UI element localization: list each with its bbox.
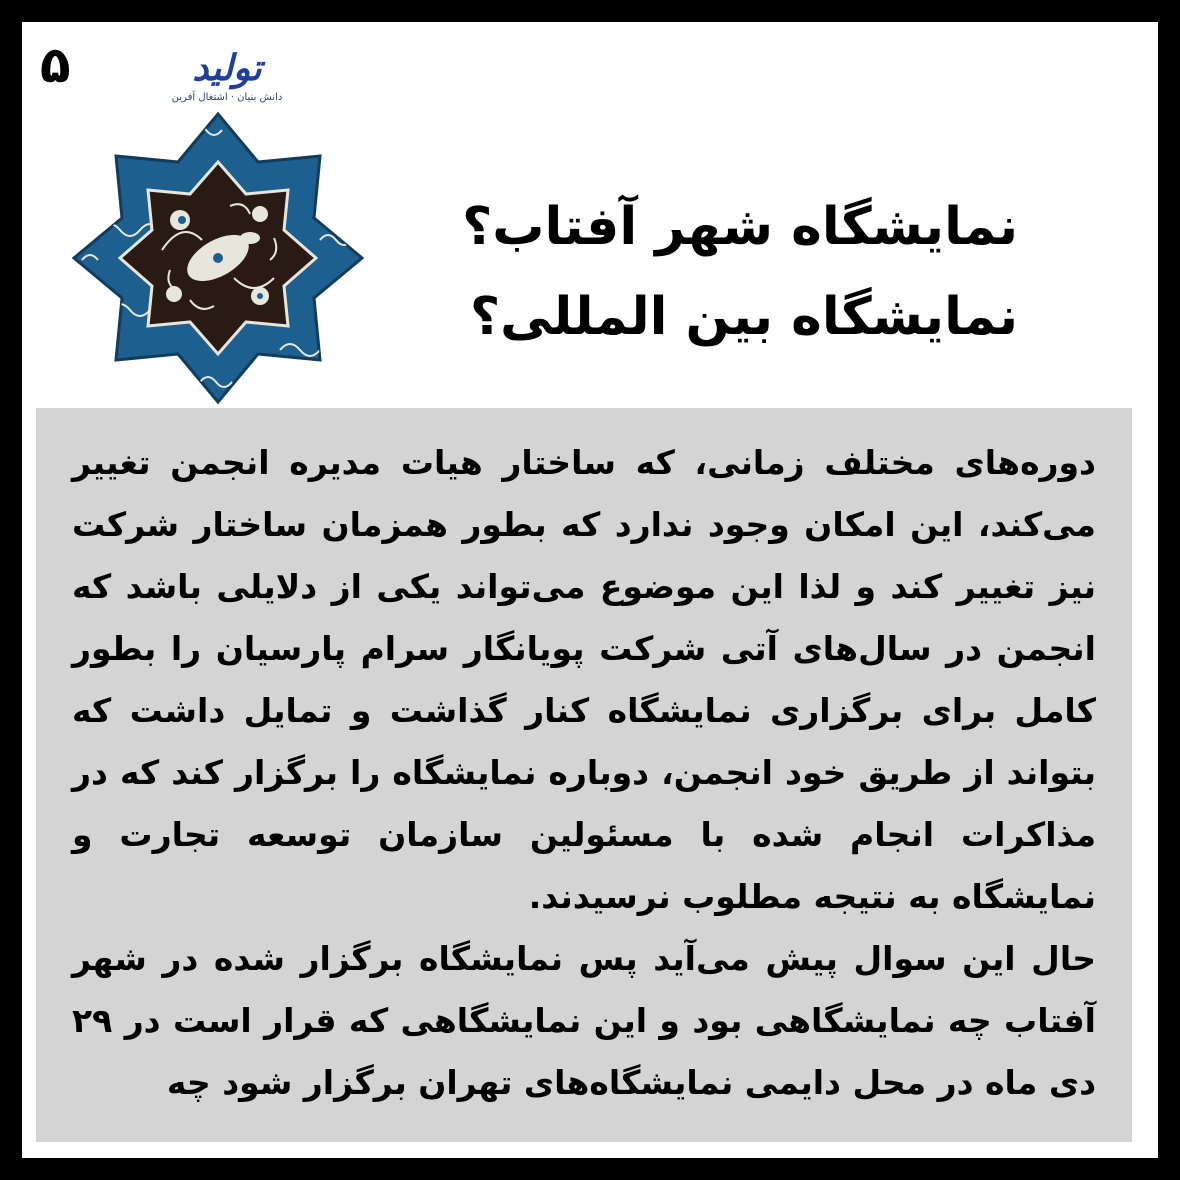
title-line-2: نمایشگاه بین المللی؟	[469, 287, 1018, 347]
page-number: ۵	[40, 36, 71, 94]
body-box	[36, 408, 1132, 1142]
title-line-1: نمایشگاه شهر آفتاب؟	[462, 197, 1018, 257]
body-text	[72, 432, 1096, 1114]
persian-star-tile-icon	[70, 110, 366, 406]
page-title	[378, 182, 1018, 362]
logo-main-text: تولید	[192, 47, 262, 89]
post-card	[22, 22, 1158, 1158]
tile-svg	[70, 110, 366, 406]
logo-sub-text: دانش بنیان · اشتغال آفرین	[171, 92, 283, 103]
body-paragraph-2: حال این سوال پیش می‌آید پس نمایشگاه برگزار شده در شهر آفتاب چه نمایشگاهی بود و این نمایشگاهی که قرار است در ۲۹ دی ماه در محل دایمی نمایشگاه‌های تهران برگزار شود چه	[72, 939, 1096, 1102]
body-paragraph-1: دوره‌های مختلف زمانی، که ساختار هیات مدیره انجمن تغییر می‌کند، این امکان وجود ندارد که بطور همزمان ساختار شرکت نیز تغییر کند و لذا این موضوع می‌تواند یکی از دلایلی باشد که انجمن در سال‌های آتی شرکت پویانگار سرام پارسیان را بطور کامل برای برگزاری نمایشگاه کنار گذاشت و تمایل داشت که بتواند از طریق خود انجمن، دوباره نمایشگاه را برگزار کند که در مذاکرات انجام شده با مسئولین سازمان توسعه تجارت و نمایشگاه به نتیجه مطلوب نرسیدند.	[72, 443, 1096, 916]
